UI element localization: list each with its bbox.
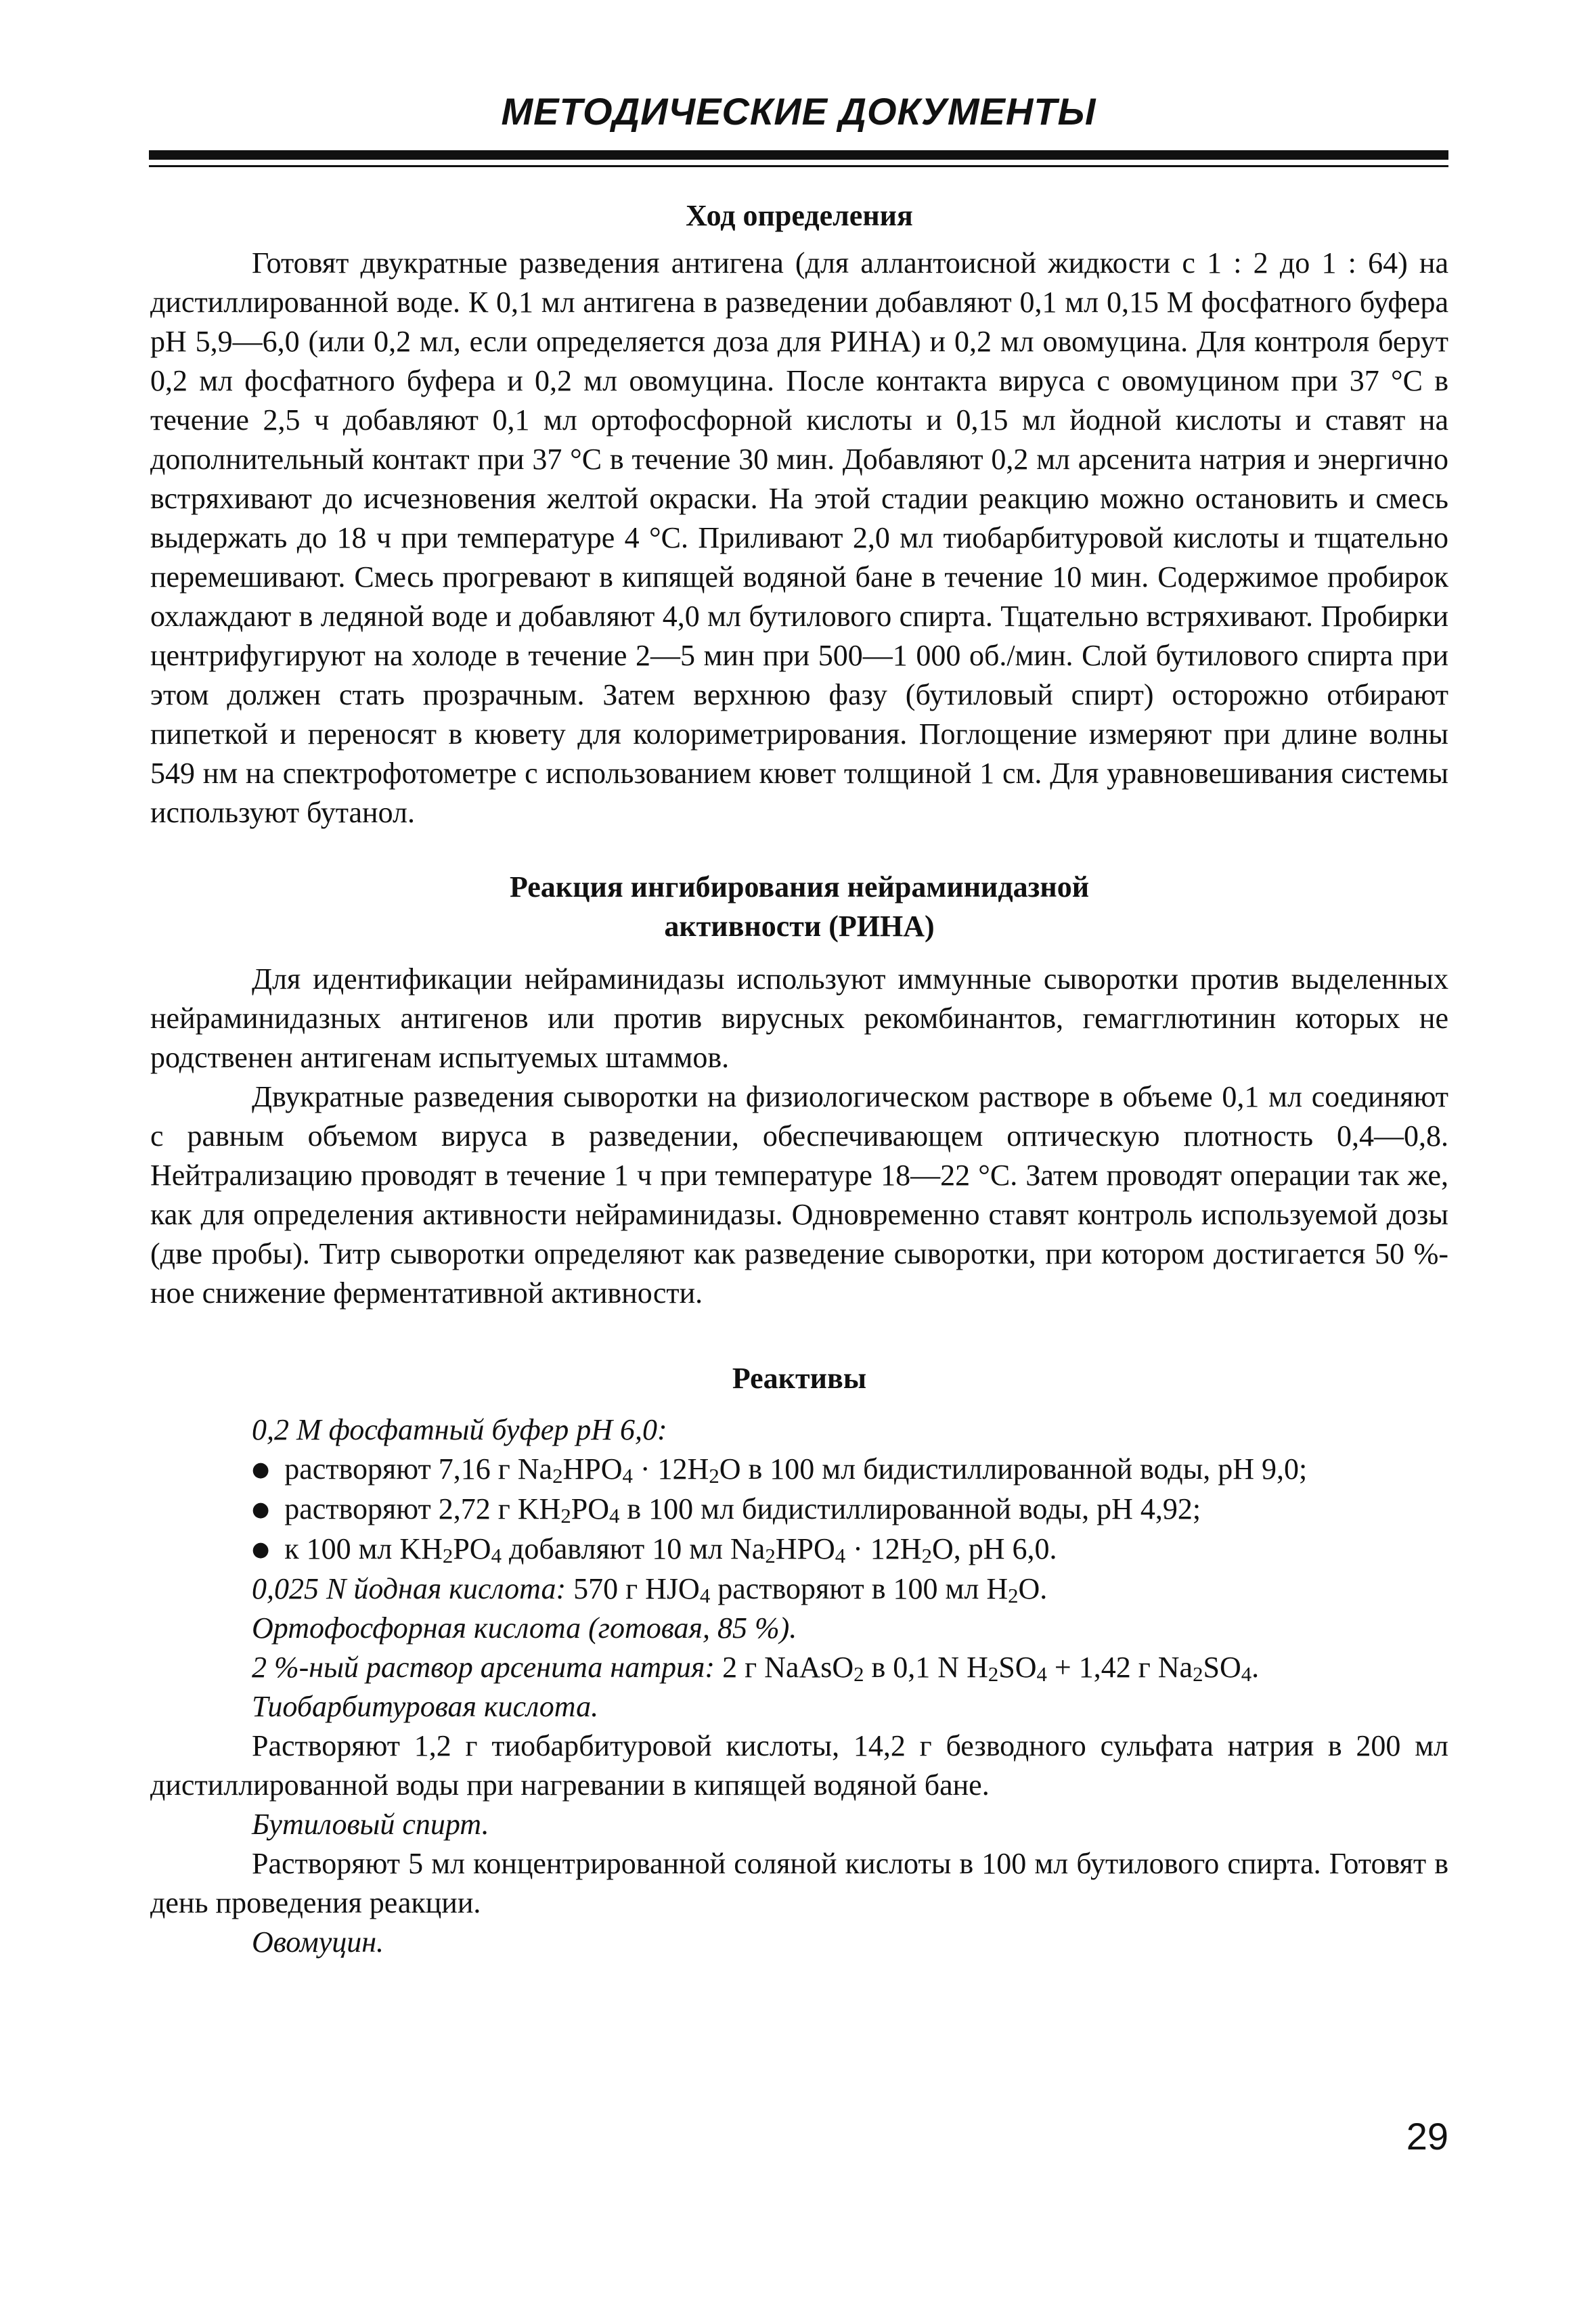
buffer-bullet-3: ● к 100 мл $KH_2PO_4$ добавляют 10 мл $Na_2HPO_4 \cdot 12H_2O$, рН 6,0. xyxy=(252,1532,1057,1568)
arsenite-line: 2 %-ный раствор арсенита натрия: 2 г NaAsO$_2$ в 0,1 N $H_2SO_4 + 1,42$ г $Na_2SO_4$. xyxy=(252,1651,1260,1687)
page-body xyxy=(150,196,1448,1962)
rina-paragraph-2: Двукратные разведения сыворотки на физиологическом растворе в объеме 0,1 мл соединяют с равным объемом вируса в разведении, обеспечивающем оптическую плотность 0,4—0,8. Нейтрализацию проводят в течение 1 ч при температуре 18—22 °С. Затем проводят операции так же, как для определения активности нейраминидазы. Одновременно ставят контроль используемой дозы (две пробы). Титр сыворотки определяют как разведение сыворотки, при котором достигается 50 %-ное снижение ферментативной активности. xyxy=(150,1080,1448,1310)
bullet-icon: ● xyxy=(252,1498,270,1521)
section-title-procedure: Ход определения xyxy=(686,199,913,232)
butanol-paragraph: Растворяют 5 мл концентрированной соляной кислоты в 100 мл бутилового спирта. Готовят в день проведения реакции. xyxy=(150,1847,1448,1919)
rina-paragraph-1: Для идентификации нейраминидазы используют иммунные сыворотки против выделенных нейраминидазных антигенов или против вирусных рекомбинантов, гемагглютинин которых не родственен антигенам испытуемых штаммов. xyxy=(150,962,1448,1074)
header-rule-thin xyxy=(149,165,1448,167)
bullet-icon: ● xyxy=(252,1458,270,1481)
procedure-paragraph: Готовят двукратные разведения антигена (для аллантоисной жидкости с 1 : 2 до 1 : 64) на дистиллированной воде. К 0,1 мл антигена в разведении добавляют 0,1 мл 0,15 М фосфатного буфера рН 5,9—6,0 (или 0,2 мл, если определяется доза для РИНА) и 0,2 мл овомуцина. Для контроля берут 0,2 мл фосфатного буфера и 0,2 мл овомуцина. После контакта вируса с овомуцином при 37 °С в течение 2,5 ч добавляют 0,1 мл ортофосфорной кислоты и 0,15 мл йодной кислоты и ставят на дополнительный контакт при 37 °С в течение 30 мин. Добавляют 0,2 мл арсенита натрия и энергично встряхивают до исчезновения желтой окраски. На этой стадии реакцию можно остановить и смесь выдержать до 18 ч при температуре 4 °С. Приливают 2,0 мл тиобарбитуровой кислоты и тщательно перемешивают. Смесь прогревают в кипящей водяной бане в течение 10 мин. Содержимое пробирок охлаждают в ледяной воде и добавляют 4,0 мл бутилового спирта. Тщательно встряхивают. Пробирки центрифугируют на холоде в течение 2—5 мин при 500—1 000 об./мин. Слой бутилового спирта при этом должен стать прозрачным. Затем верхнюю фазу (бутиловый спирт) осторожно отбирают пипеткой и переносят в кювету для колориметрирования. Поглощение измеряют при длине волны 549 нм на спектрофотометре с использованием кювет толщиной 1 см. Для уравновешивания системы используют бутанол. xyxy=(150,246,1448,829)
bullet-icon: ● xyxy=(252,1538,270,1561)
section-title-rina xyxy=(150,868,1448,946)
ovomucin-label: Овомуцин. xyxy=(252,1925,384,1959)
butanol-label: Бутиловый спирт. xyxy=(252,1808,489,1841)
tba-paragraph: Растворяют 1,2 г тиобарбитуровой кислоты, 14,2 г безводного сульфата натрия в 200 мл дистиллированной воды при нагревании в кипящей водяной бане. xyxy=(150,1729,1448,1802)
section-title-rina-line1: Реакция ингибирования нейраминидазной xyxy=(509,870,1090,904)
buffer-heading: 0,2 М фосфатный буфер рН 6,0: xyxy=(252,1413,667,1446)
running-header xyxy=(149,88,1448,135)
header-rule-thick xyxy=(149,150,1448,160)
section-title-reagents: Реактивы xyxy=(732,1362,867,1395)
iodic-acid-line: 0,025 N йодная кислота: 570 г $HJO_4$ растворяют в 100 мл $H_2O$. xyxy=(252,1572,1048,1608)
orthophosphoric-line: Ортофосфорная кислота (готовая, 85 %). xyxy=(252,1611,797,1645)
buffer-bullet-1: ● растворяют 7,16 г $Na_2HPO_4 \cdot 12H_2O$ в 100 мл бидистиллированной воды, рН 9,0; xyxy=(252,1452,1308,1488)
tba-label: Тиобарбитуровая кислота. xyxy=(252,1690,599,1723)
buffer-bullet-2: ● растворяют 2,72 г $KH_2PO_4$ в 100 мл бидистиллированной воды, рН 4,92; xyxy=(252,1492,1201,1528)
section-title-rina-line2: активности (РИНА) xyxy=(664,910,935,943)
page-number: 29 xyxy=(1406,2115,1448,2158)
header-title: МЕТОДИЧЕСКИЕ ДОКУМЕНТЫ xyxy=(501,90,1096,133)
